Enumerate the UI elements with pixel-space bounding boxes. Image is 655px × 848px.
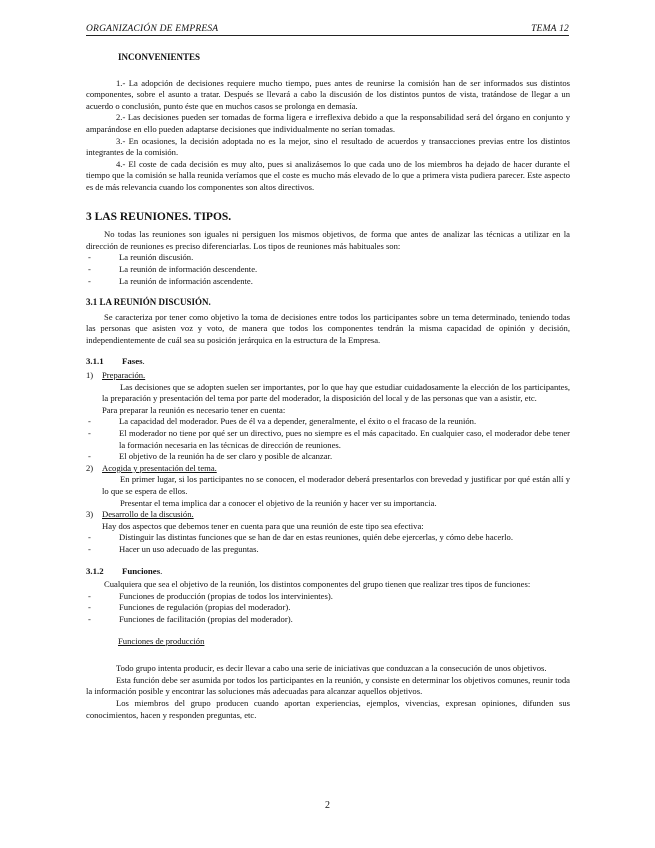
section-number: 3.1.2 — [86, 565, 104, 576]
header-right-title: TEMA 12 — [531, 24, 569, 34]
section-number: 3.1.1 — [86, 356, 104, 367]
list-item: - La capacidad del moderador. Pues de él va a depender, generalmente, el éxito o el fracaso de la reunión. — [86, 416, 570, 428]
numbered-item-preparacion — [86, 370, 570, 382]
functions-list — [86, 591, 570, 626]
inconvenientes-heading: INCONVENIENTES — [118, 52, 201, 62]
list-item: - El moderador no tiene por qué ser un directivo, pues no siempre es el más capacitado. En cualquier caso, el moderador debe tener la formación necesaria en las técnicas de dirección de reuniones. — [86, 428, 570, 451]
item-number: 1) — [86, 370, 94, 381]
paragraph: Presentar el tema implica dar a conocer el objetivo de la reunión y hacer ver su importancia. — [120, 497, 437, 508]
paragraph: Hay dos aspectos que debemos tener en cuenta para que una reunión de este tipo sea efectiva: — [102, 520, 424, 531]
paragraph: 4.- El coste de cada decisión es muy alto, pues si analizásemos lo que cada uno de los miembros ha dejado de hacer durante el tiempo que la comisión se halla reunida veríamos que el coste es mucho más elevado de lo que a primera vista pudiera parecer. Este aspecto es de más relevancia cuando los componentes son altos directivos. — [86, 158, 570, 192]
paragraph: 3.- En ocasiones, la decisión adoptada no es la mejor, sino el resultado de acuerdos y transacciones previas entre los distintos integrantes de la comisión. — [86, 135, 570, 158]
paragraph: Las decisiones que se adopten suelen ser importantes, por lo que hay que estudiar cuidadosamente la elección de los participantes, la preparación y presentación del tema por parte del moderador, la disposición del local y de las personas que van a asistir, etc. — [102, 381, 570, 404]
section-title: Fases — [122, 356, 143, 367]
paragraph: Se caracteriza por tener como objetivo la toma de decisiones entre todos los participantes sobre un tema determinado, teniendo todas las personas que asisten voz y voto, de manera que todos los componentes tendrán la misma capacidad de opinión y decisión, independientemente de cuál sea su posición jerárquica en la estructura de la Empresa. — [86, 311, 570, 345]
discussion-list — [86, 532, 570, 555]
subheading-funciones-produccion: Funciones de producción — [118, 635, 205, 646]
list-item: - Funciones de producción (propias de todos los intervinientes). — [86, 591, 570, 603]
item-number: 2) — [86, 462, 94, 473]
item-title: Preparación. — [102, 370, 146, 381]
paragraph: Para preparar la reunión es necesario tener en cuenta: — [102, 404, 286, 415]
section-3-1-heading: 3.1 LA REUNIÓN DISCUSIÓN. — [86, 297, 211, 308]
item-number: 3) — [86, 509, 94, 520]
list-item: - Funciones de regulación (propias del moderador). — [86, 602, 570, 614]
list-item: - Hacer un uso adecuado de las preguntas. — [86, 544, 570, 556]
numbered-item-acogida — [86, 463, 570, 475]
page-number: 2 — [325, 800, 330, 811]
list-item: - Distinguir las distintas funciones que se han de dar en estas reuniones, quién debe ejercerlas, y cómo debe hacerlo. — [86, 532, 570, 544]
page-body — [86, 52, 570, 721]
section-title: Funciones — [122, 565, 161, 576]
section-3-1-1-heading: 3.1.1 Fases. — [86, 356, 145, 367]
paragraph: 2.- Las decisiones pueden ser tomadas de forma ligera e irreflexiva debido a que la responsabilidad será del órgano en conjunto y amparándose en ello pueden adaptarse decisiones que individualmente no serían tomadas. — [86, 112, 570, 134]
section-3-heading: 3 LAS REUNIONES. TIPOS. — [86, 210, 232, 223]
paragraph: Los miembros del grupo producen cuando aportan experiencias, ejemplos, vivencias, expresan opiniones, difunden sus conocimientos, hacen y responden preguntas, etc. — [86, 697, 570, 720]
header-rule — [86, 35, 569, 36]
paragraph: Cualquiera que sea el objetivo de la reunión, los distintos componentes del grupo tienen que realizar tres tipos de funciones: — [104, 579, 531, 590]
list-item: - La reunión discusión. — [86, 252, 570, 264]
list-item: - El objetivo de la reunión ha de ser claro y posible de alcanzar. — [86, 451, 570, 463]
item-title: Desarrollo de la discusión. — [102, 509, 194, 520]
list-item: - Funciones de facilitación (propias del moderador). — [86, 614, 570, 626]
list-item: - La reunión de información ascendente. — [86, 276, 570, 288]
header-left-title: ORGANIZACIÓN DE EMPRESA — [86, 24, 219, 34]
paragraph: Esta función debe ser asumida por todos los participantes en la reunión, y consiste en determinar los objetivos comunes, reunir toda la información posible y encontrar las soluciones más adecuadas para alcanzar aquellos objetivos. — [86, 674, 570, 697]
paragraph: En primer lugar, si los participantes no se conocen, el moderador deberá presentarlos con brevedad y justificar por qué están allí y lo que se espera de ellos. — [102, 474, 570, 496]
section-3-1-2-heading: 3.1.2 Funciones. — [86, 565, 163, 576]
meeting-types-list — [86, 252, 570, 287]
paragraph: 1.- La adopción de decisiones requiere mucho tiempo, pues antes de reunirse la comisión han de ser informados sus distintos componentes, sobre el asunto a tratar. Después se llevará a cabo la discusión de los distintos puntos de vista, tratándose de llegar a un acuerdo o conclusión, punto éste que en muchos casos se prolonga en demasía. — [86, 77, 570, 111]
preparation-list — [86, 416, 570, 462]
page-header — [86, 20, 569, 36]
list-item: - La reunión de información descendente. — [86, 264, 570, 276]
item-title: Acogida y presentación del tema. — [102, 462, 217, 473]
numbered-item-desarrollo — [86, 509, 570, 521]
paragraph: Todo grupo intenta producir, es decir llevar a cabo una serie de iniciativas que conduzcan a la consecución de unos objetivos. — [116, 663, 547, 674]
paragraph: No todas las reuniones son iguales ni persiguen los mismos objetivos, de forma que antes de analizar las técnicas a utilizar en la dirección de reuniones es preciso diferenciarlas. Los tipos de reuniones más habituales son: — [86, 229, 570, 251]
